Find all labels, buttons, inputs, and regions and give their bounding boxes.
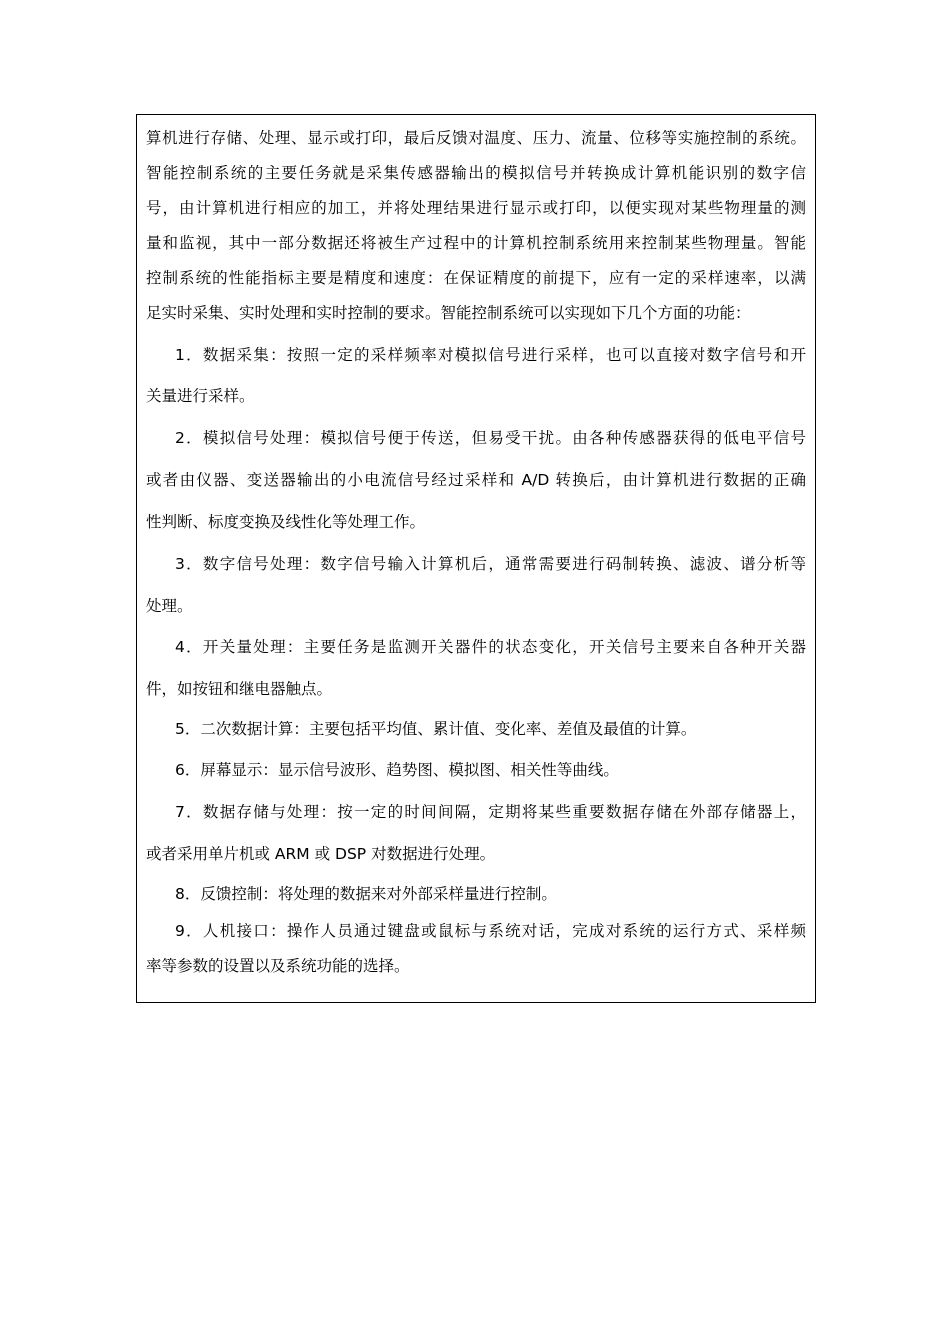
list-item-2-line: 或者由仪器、变送器输出的小电流信号经过采样和 A/D 转换后，由计算机进行数据的正确 xyxy=(146,471,806,489)
list-item-7-line: 或者采用单片机或 ARM 或 DSP 对数据进行处理。 xyxy=(146,845,496,863)
list-item-2-line: 性判断、标度变换及线性化等处理工作。 xyxy=(146,513,426,531)
list-item-6-line: 6．屏幕显示：显示信号波形、趋势图、模拟图、相关性等曲线。 xyxy=(175,761,619,779)
list-item-9-line: 9．人机接口：操作人员通过键盘或鼠标与系统对话，完成对系统的运行方式、采样频 xyxy=(175,922,806,940)
list-item-9-line: 率等参数的设置以及系统功能的选择。 xyxy=(146,957,410,975)
list-item-3-line: 3．数字信号处理：数字信号输入计算机后，通常需要进行码制转换、滤波、谱分析等 xyxy=(175,555,806,573)
intro-line: 控制系统的性能指标主要是精度和速度：在保证精度的前提下，应有一定的采样速率，以满 xyxy=(146,269,806,287)
intro-line: 算机进行存储、处理、显示或打印，最后反馈对温度、压力、流量、位移等实施控制的系统。 xyxy=(146,129,806,147)
list-item-1-line: 1．数据采集：按照一定的采样频率对模拟信号进行采样，也可以直接对数字信号和开 xyxy=(175,346,806,364)
intro-line: 量和监视，其中一部分数据还将被生产过程中的计算机控制系统用来控制某些物理量。智能 xyxy=(146,234,806,252)
intro-line: 号，由计算机进行相应的加工，并将处理结果进行显示或打印，以便实现对某些物理量的测 xyxy=(146,199,806,217)
list-item-5-line: 5．二次数据计算：主要包括平均值、累计值、变化率、差值及最值的计算。 xyxy=(175,720,697,738)
list-item-7-line: 7．数据存储与处理：按一定的时间间隔，定期将某些重要数据存储在外部存储器上， xyxy=(175,803,806,821)
list-item-3-line: 处理。 xyxy=(146,597,193,615)
list-item-4-line: 4．开关量处理：主要任务是监测开关器件的状态变化，开关信号主要来自各种开关器 xyxy=(175,638,806,656)
intro-line: 智能控制系统的主要任务就是采集传感器输出的模拟信号并转换成计算机能识别的数字信 xyxy=(146,164,806,182)
list-item-1-line: 关量进行采样。 xyxy=(146,387,255,405)
intro-line: 足实时采集、实时处理和实时控制的要求。智能控制系统可以实现如下几个方面的功能： xyxy=(146,304,751,322)
content-box xyxy=(136,114,816,1003)
list-item-8-line: 8．反馈控制：将处理的数据来对外部采样量进行控制。 xyxy=(175,885,557,903)
list-item-4-line: 件，如按钮和继电器触点。 xyxy=(146,680,333,698)
list-item-2-line: 2．模拟信号处理：模拟信号便于传送，但易受干扰。由各种传感器获得的低电平信号 xyxy=(175,429,806,447)
